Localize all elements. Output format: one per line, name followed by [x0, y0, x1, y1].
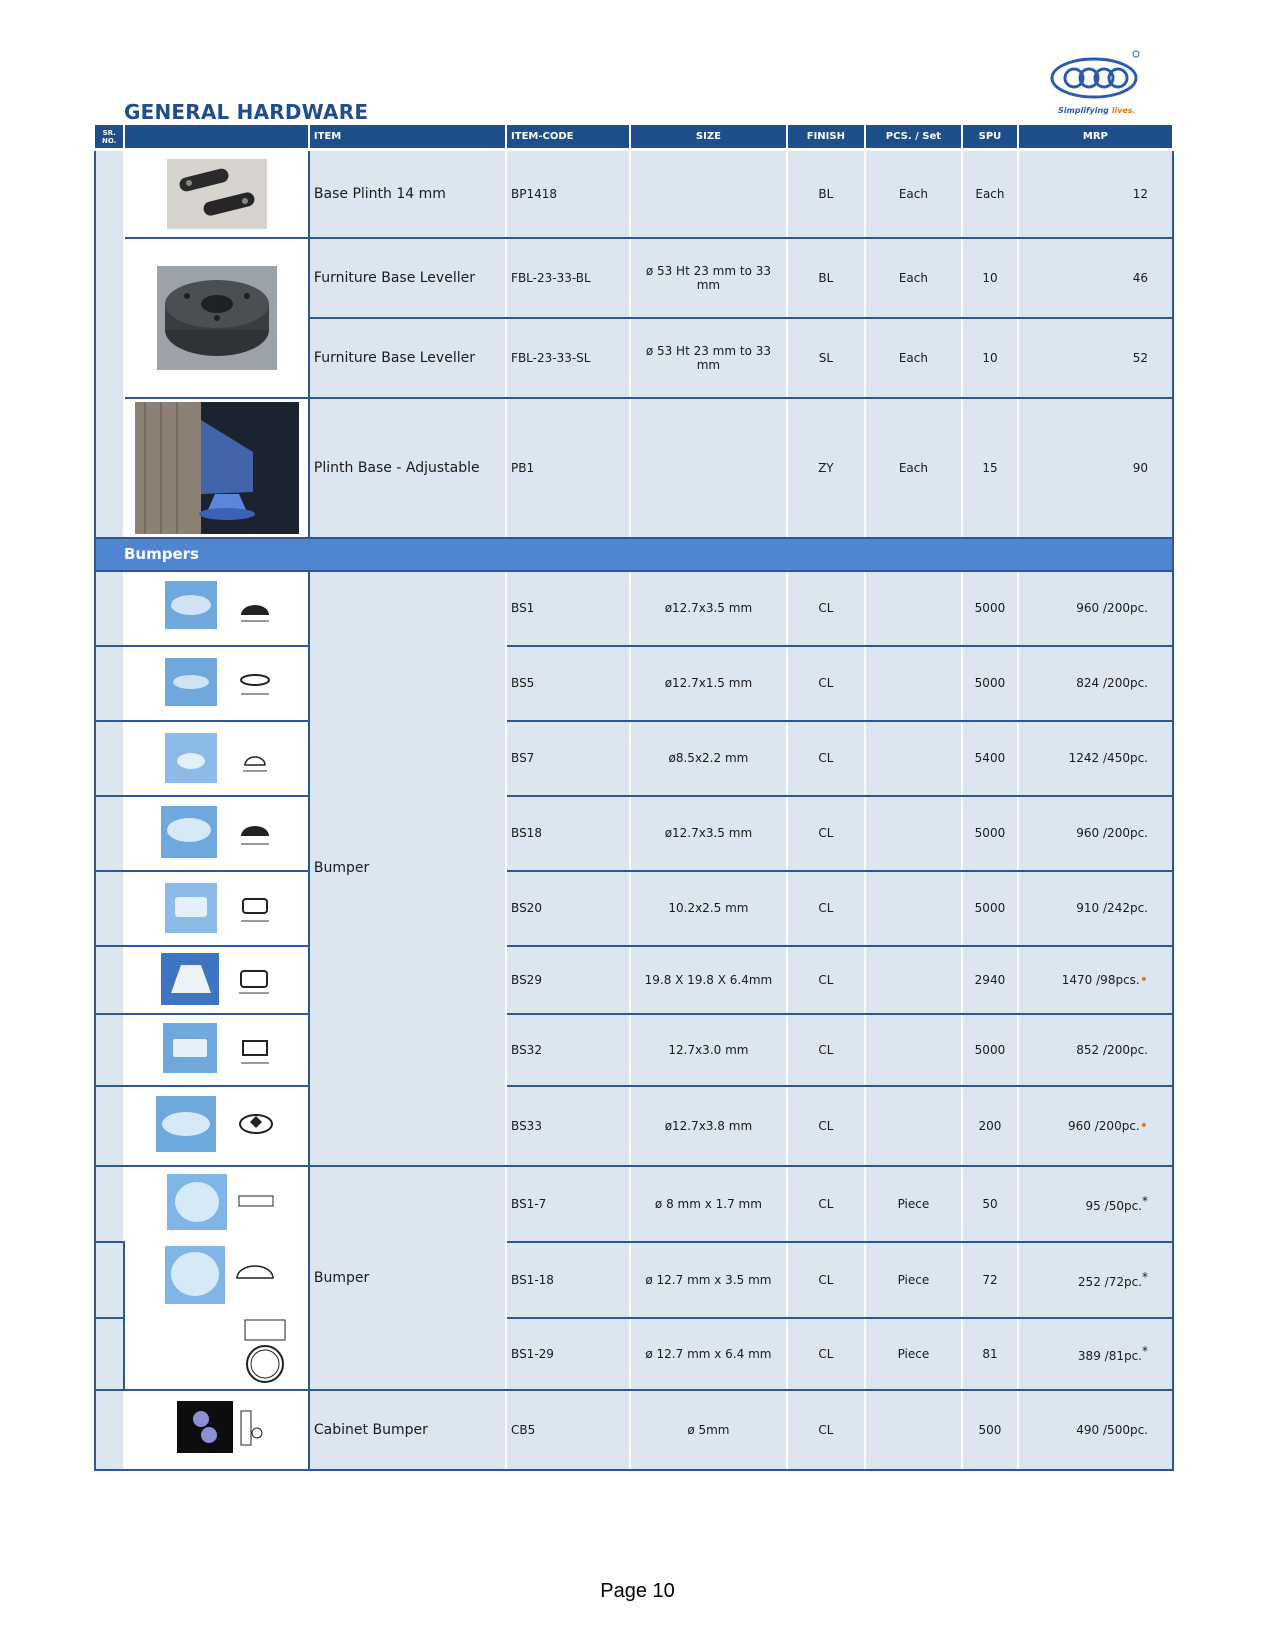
sl-cell: [95, 1166, 124, 1242]
table-row: [95, 721, 1173, 796]
mrp-cell: [1018, 946, 1173, 1014]
mrp-mark: •: [1139, 971, 1148, 988]
product-image-cell: [124, 398, 309, 538]
size-cell: ø 5mm: [630, 1390, 787, 1470]
sl-cell: [95, 871, 124, 946]
mrp-unit: /200pc.: [1103, 676, 1148, 690]
table-row: [95, 1086, 1173, 1166]
pcs-cell: [865, 1086, 963, 1166]
pcs-cell: Each: [865, 318, 963, 398]
mrp-mark: •: [1139, 1117, 1148, 1134]
bumper-bs32-image: [157, 1017, 277, 1083]
header-image: [124, 125, 309, 150]
header-sl: SR. NO.: [95, 125, 124, 150]
pcs-cell: [865, 721, 963, 796]
table-row: [95, 1166, 1173, 1242]
mrp-mark: *: [1142, 1194, 1148, 1208]
bumper-bs1-series-image: [147, 1170, 287, 1386]
bumper-bs1-image: [157, 575, 277, 641]
header-mrp: MRP: [1018, 125, 1173, 150]
sl-cell: [95, 571, 124, 646]
finish-cell: SL: [787, 318, 865, 398]
pcs-cell: [865, 1014, 963, 1086]
spu-cell: 81: [962, 1318, 1018, 1390]
pcs-cell: Each: [865, 398, 963, 538]
item-cell: Furniture Base Leveller: [309, 238, 506, 318]
finish-cell: CL: [787, 1242, 865, 1318]
mrp-value: 490: [1076, 1422, 1100, 1437]
spu-cell: 200: [962, 1086, 1018, 1166]
item-cell: Bumper: [309, 571, 506, 1166]
pcs-cell: [865, 571, 963, 646]
spu-cell: 5000: [962, 871, 1018, 946]
mrp-value: 389: [1077, 1349, 1101, 1363]
spu-cell: 5000: [962, 571, 1018, 646]
size-cell: [630, 398, 787, 538]
mrp-unit: /242pc.: [1103, 901, 1148, 915]
finish-cell: CL: [787, 721, 865, 796]
item-code-cell: BS1-7: [506, 1166, 630, 1242]
table-row: [95, 946, 1173, 1014]
finish-cell: BL: [787, 238, 865, 318]
table-row: [95, 1390, 1173, 1470]
mrp-unit: /200pc.: [1103, 601, 1148, 615]
header-spu: SPU: [962, 125, 1018, 150]
mrp-cell: [1018, 646, 1173, 721]
pcs-cell: [865, 871, 963, 946]
item-code-cell: FBL-23-33-SL: [506, 318, 630, 398]
size-cell: 19.8 X 19.8 X 6.4mm: [630, 946, 787, 1014]
mrp-unit: /200pc.: [1103, 1042, 1148, 1057]
item-code-cell: PB1: [506, 398, 630, 538]
pcs-cell: [865, 946, 963, 1014]
table-row: [95, 871, 1173, 946]
mrp-mark: *: [1142, 1344, 1148, 1358]
size-cell: ø12.7x1.5 mm: [630, 646, 787, 721]
finish-cell: CL: [787, 796, 865, 871]
item-cell: Cabinet Bumper: [309, 1390, 506, 1470]
size-cell: ø12.7x3.8 mm: [630, 1086, 787, 1166]
mrp-value: 52: [1132, 350, 1148, 365]
mrp-mark: *: [1142, 1270, 1148, 1284]
sl-cell: [95, 946, 124, 1014]
finish-cell: CL: [787, 946, 865, 1014]
mrp-value: 1470: [1061, 972, 1093, 987]
cabinet-bumper-image: [157, 1397, 277, 1463]
mrp-unit: /450pc.: [1103, 751, 1148, 765]
mrp-unit: /500pc.: [1103, 1422, 1148, 1437]
mrp-cell: [1018, 238, 1173, 318]
bumper-bs20-image: [157, 875, 277, 941]
sl-cell: [95, 1242, 124, 1318]
item-code-cell: BS7: [506, 721, 630, 796]
header-item-code: ITEM-CODE: [506, 125, 630, 150]
item-code-cell: BS29: [506, 946, 630, 1014]
mrp-unit: /81pc.: [1104, 1349, 1142, 1363]
size-cell: ø12.7x3.5 mm: [630, 571, 787, 646]
mrp-value: 960: [1068, 1118, 1091, 1133]
table-row: [95, 646, 1173, 721]
bumper-image-cell: [124, 1390, 309, 1470]
pcs-cell: [865, 1390, 963, 1470]
spu-cell: 10: [962, 238, 1018, 318]
bumper-bs5-image: [157, 650, 277, 716]
sl-cell: [95, 1318, 124, 1390]
sl-cell: [95, 1086, 124, 1166]
mrp-value: 960: [1076, 601, 1100, 615]
item-cell: Furniture Base Leveller: [309, 318, 506, 398]
bumper-image-cell: [124, 1014, 309, 1086]
mrp-cell: [1018, 1242, 1173, 1318]
header-item: ITEM: [309, 125, 506, 150]
item-code-cell: CB5: [506, 1390, 630, 1470]
furniture-base-leveller-image: [157, 266, 277, 370]
bumper-image-cell: [124, 1166, 309, 1390]
mrp-unit: /98pcs.: [1096, 972, 1140, 987]
mrp-cell: [1018, 571, 1173, 646]
size-cell: [630, 150, 787, 238]
finish-cell: CL: [787, 1086, 865, 1166]
finish-cell: ZY: [787, 398, 865, 538]
bumper-bs29-image: [157, 949, 277, 1011]
mrp-value: 1242: [1068, 751, 1100, 765]
spu-cell: 5000: [962, 646, 1018, 721]
table-row: [95, 571, 1173, 646]
product-table: [94, 125, 1174, 1471]
spu-cell: 5000: [962, 796, 1018, 871]
size-cell: ø 12.7 mm x 3.5 mm: [630, 1242, 787, 1318]
pcs-cell: [865, 646, 963, 721]
table-row: [95, 238, 1173, 318]
item-code-cell: BS1-18: [506, 1242, 630, 1318]
table-row: [95, 796, 1173, 871]
mrp-value: 960: [1076, 826, 1100, 840]
item-cell: Base Plinth 14 mm: [309, 150, 506, 238]
table-row: [95, 1014, 1173, 1086]
bumper-bs18-image: [157, 800, 277, 866]
sl-cell: [95, 721, 124, 796]
spu-cell: 2940: [962, 946, 1018, 1014]
mrp-value: 852: [1076, 1042, 1100, 1057]
item-code-cell: FBL-23-33-BL: [506, 238, 630, 318]
spu-cell: 50: [962, 1166, 1018, 1242]
sl-cell: [95, 646, 124, 721]
bumper-image-cell: [124, 571, 309, 646]
mrp-value: 252: [1077, 1275, 1101, 1289]
finish-cell: CL: [787, 1390, 865, 1470]
section-row-bumpers: [95, 538, 1173, 571]
product-image-cell: [124, 150, 309, 238]
bumper-image-cell: [124, 721, 309, 796]
logo-tagline: [1058, 106, 1136, 115]
page-number: Page 10: [600, 1580, 675, 1602]
bumper-image-cell: [124, 871, 309, 946]
pcs-cell: Piece: [865, 1166, 963, 1242]
spu-cell: 15: [962, 398, 1018, 538]
item-code-cell: BS1: [506, 571, 630, 646]
size-cell: ø12.7x3.5 mm: [630, 796, 787, 871]
base-plinth-image: [167, 159, 267, 229]
finish-cell: CL: [787, 1318, 865, 1390]
spu-cell: 5000: [962, 1014, 1018, 1086]
sl-cell: [95, 1390, 124, 1470]
finish-cell: CL: [787, 571, 865, 646]
mrp-unit: /200pc.: [1094, 1118, 1140, 1133]
item-cell: Bumper: [309, 1166, 506, 1390]
spu-cell: 500: [962, 1390, 1018, 1470]
size-cell: ø 53 Ht 23 mm to 33 mm: [630, 238, 787, 318]
section-title-bumpers: Bumpers: [95, 538, 1173, 571]
sl-cell: [95, 150, 124, 538]
item-code-cell: BS32: [506, 1014, 630, 1086]
tagline-part-2: lives.: [1111, 106, 1136, 115]
spu-cell: Each: [962, 150, 1018, 238]
mrp-value: 910: [1076, 901, 1100, 915]
tagline-part-1: Simplifying: [1058, 106, 1109, 115]
item-code-cell: BS33: [506, 1086, 630, 1166]
page-title: GENERAL HARDWARE: [124, 100, 369, 124]
mrp-cell: [1018, 1318, 1173, 1390]
size-cell: 10.2x2.5 mm: [630, 871, 787, 946]
table-header-row: [95, 125, 1173, 150]
spu-cell: 10: [962, 318, 1018, 398]
item-code-cell: BS1-29: [506, 1318, 630, 1390]
item-code-cell: BS20: [506, 871, 630, 946]
header-size: SIZE: [630, 125, 787, 150]
item-code-cell: BS18: [506, 796, 630, 871]
product-image-cell: [124, 238, 309, 398]
size-cell: ø 53 Ht 23 mm to 33 mm: [630, 318, 787, 398]
pcs-cell: Each: [865, 238, 963, 318]
size-cell: ø 8 mm x 1.7 mm: [630, 1166, 787, 1242]
mrp-value: 824: [1076, 676, 1100, 690]
pcs-cell: Piece: [865, 1318, 963, 1390]
mrp-unit: /72pc.: [1104, 1275, 1142, 1289]
pcs-cell: [865, 796, 963, 871]
mrp-value: 90: [1132, 460, 1148, 475]
mrp-unit: /200pc.: [1103, 826, 1148, 840]
table-row: [95, 398, 1173, 538]
sl-cell: [95, 796, 124, 871]
size-cell: 12.7x3.0 mm: [630, 1014, 787, 1086]
pcs-cell: Piece: [865, 1242, 963, 1318]
mrp-cell: [1018, 871, 1173, 946]
finish-cell: CL: [787, 871, 865, 946]
mrp-cell: [1018, 721, 1173, 796]
mrp-unit: /50pc.: [1104, 1199, 1142, 1213]
pcs-cell: Each: [865, 150, 963, 238]
item-code-cell: BS5: [506, 646, 630, 721]
bumper-image-cell: [124, 1086, 309, 1166]
bumper-image-cell: [124, 946, 309, 1014]
size-cell: ø 12.7 mm x 6.4 mm: [630, 1318, 787, 1390]
mrp-cell: [1018, 150, 1173, 238]
bumper-image-cell: [124, 796, 309, 871]
finish-cell: CL: [787, 1014, 865, 1086]
sl-cell: [95, 1014, 124, 1086]
finish-cell: BL: [787, 150, 865, 238]
bumper-bs33-image: [152, 1092, 282, 1160]
mrp-cell: [1018, 1014, 1173, 1086]
header-finish: FINISH: [787, 125, 865, 150]
item-code-cell: BP1418: [506, 150, 630, 238]
mrp-cell: [1018, 318, 1173, 398]
mrp-value: 95: [1085, 1199, 1101, 1213]
spu-cell: 5400: [962, 721, 1018, 796]
mrp-cell: [1018, 1166, 1173, 1242]
mrp-value: 46: [1132, 270, 1148, 285]
mrp-cell: [1018, 1086, 1173, 1166]
spu-cell: 72: [962, 1242, 1018, 1318]
header-pcs: PCS. / Set: [865, 125, 963, 150]
finish-cell: CL: [787, 1166, 865, 1242]
size-cell: ø8.5x2.2 mm: [630, 721, 787, 796]
table-row: [95, 150, 1173, 238]
mrp-cell: [1018, 796, 1173, 871]
plinth-base-image: [135, 402, 299, 534]
mrp-cell: [1018, 398, 1173, 538]
mrp-value: 12: [1132, 186, 1148, 201]
bumper-image-cell: [124, 646, 309, 721]
mrp-cell: [1018, 1390, 1173, 1470]
item-cell: Plinth Base - Adjustable: [309, 398, 506, 538]
bumper-bs7-image: [157, 725, 277, 791]
finish-cell: CL: [787, 646, 865, 721]
